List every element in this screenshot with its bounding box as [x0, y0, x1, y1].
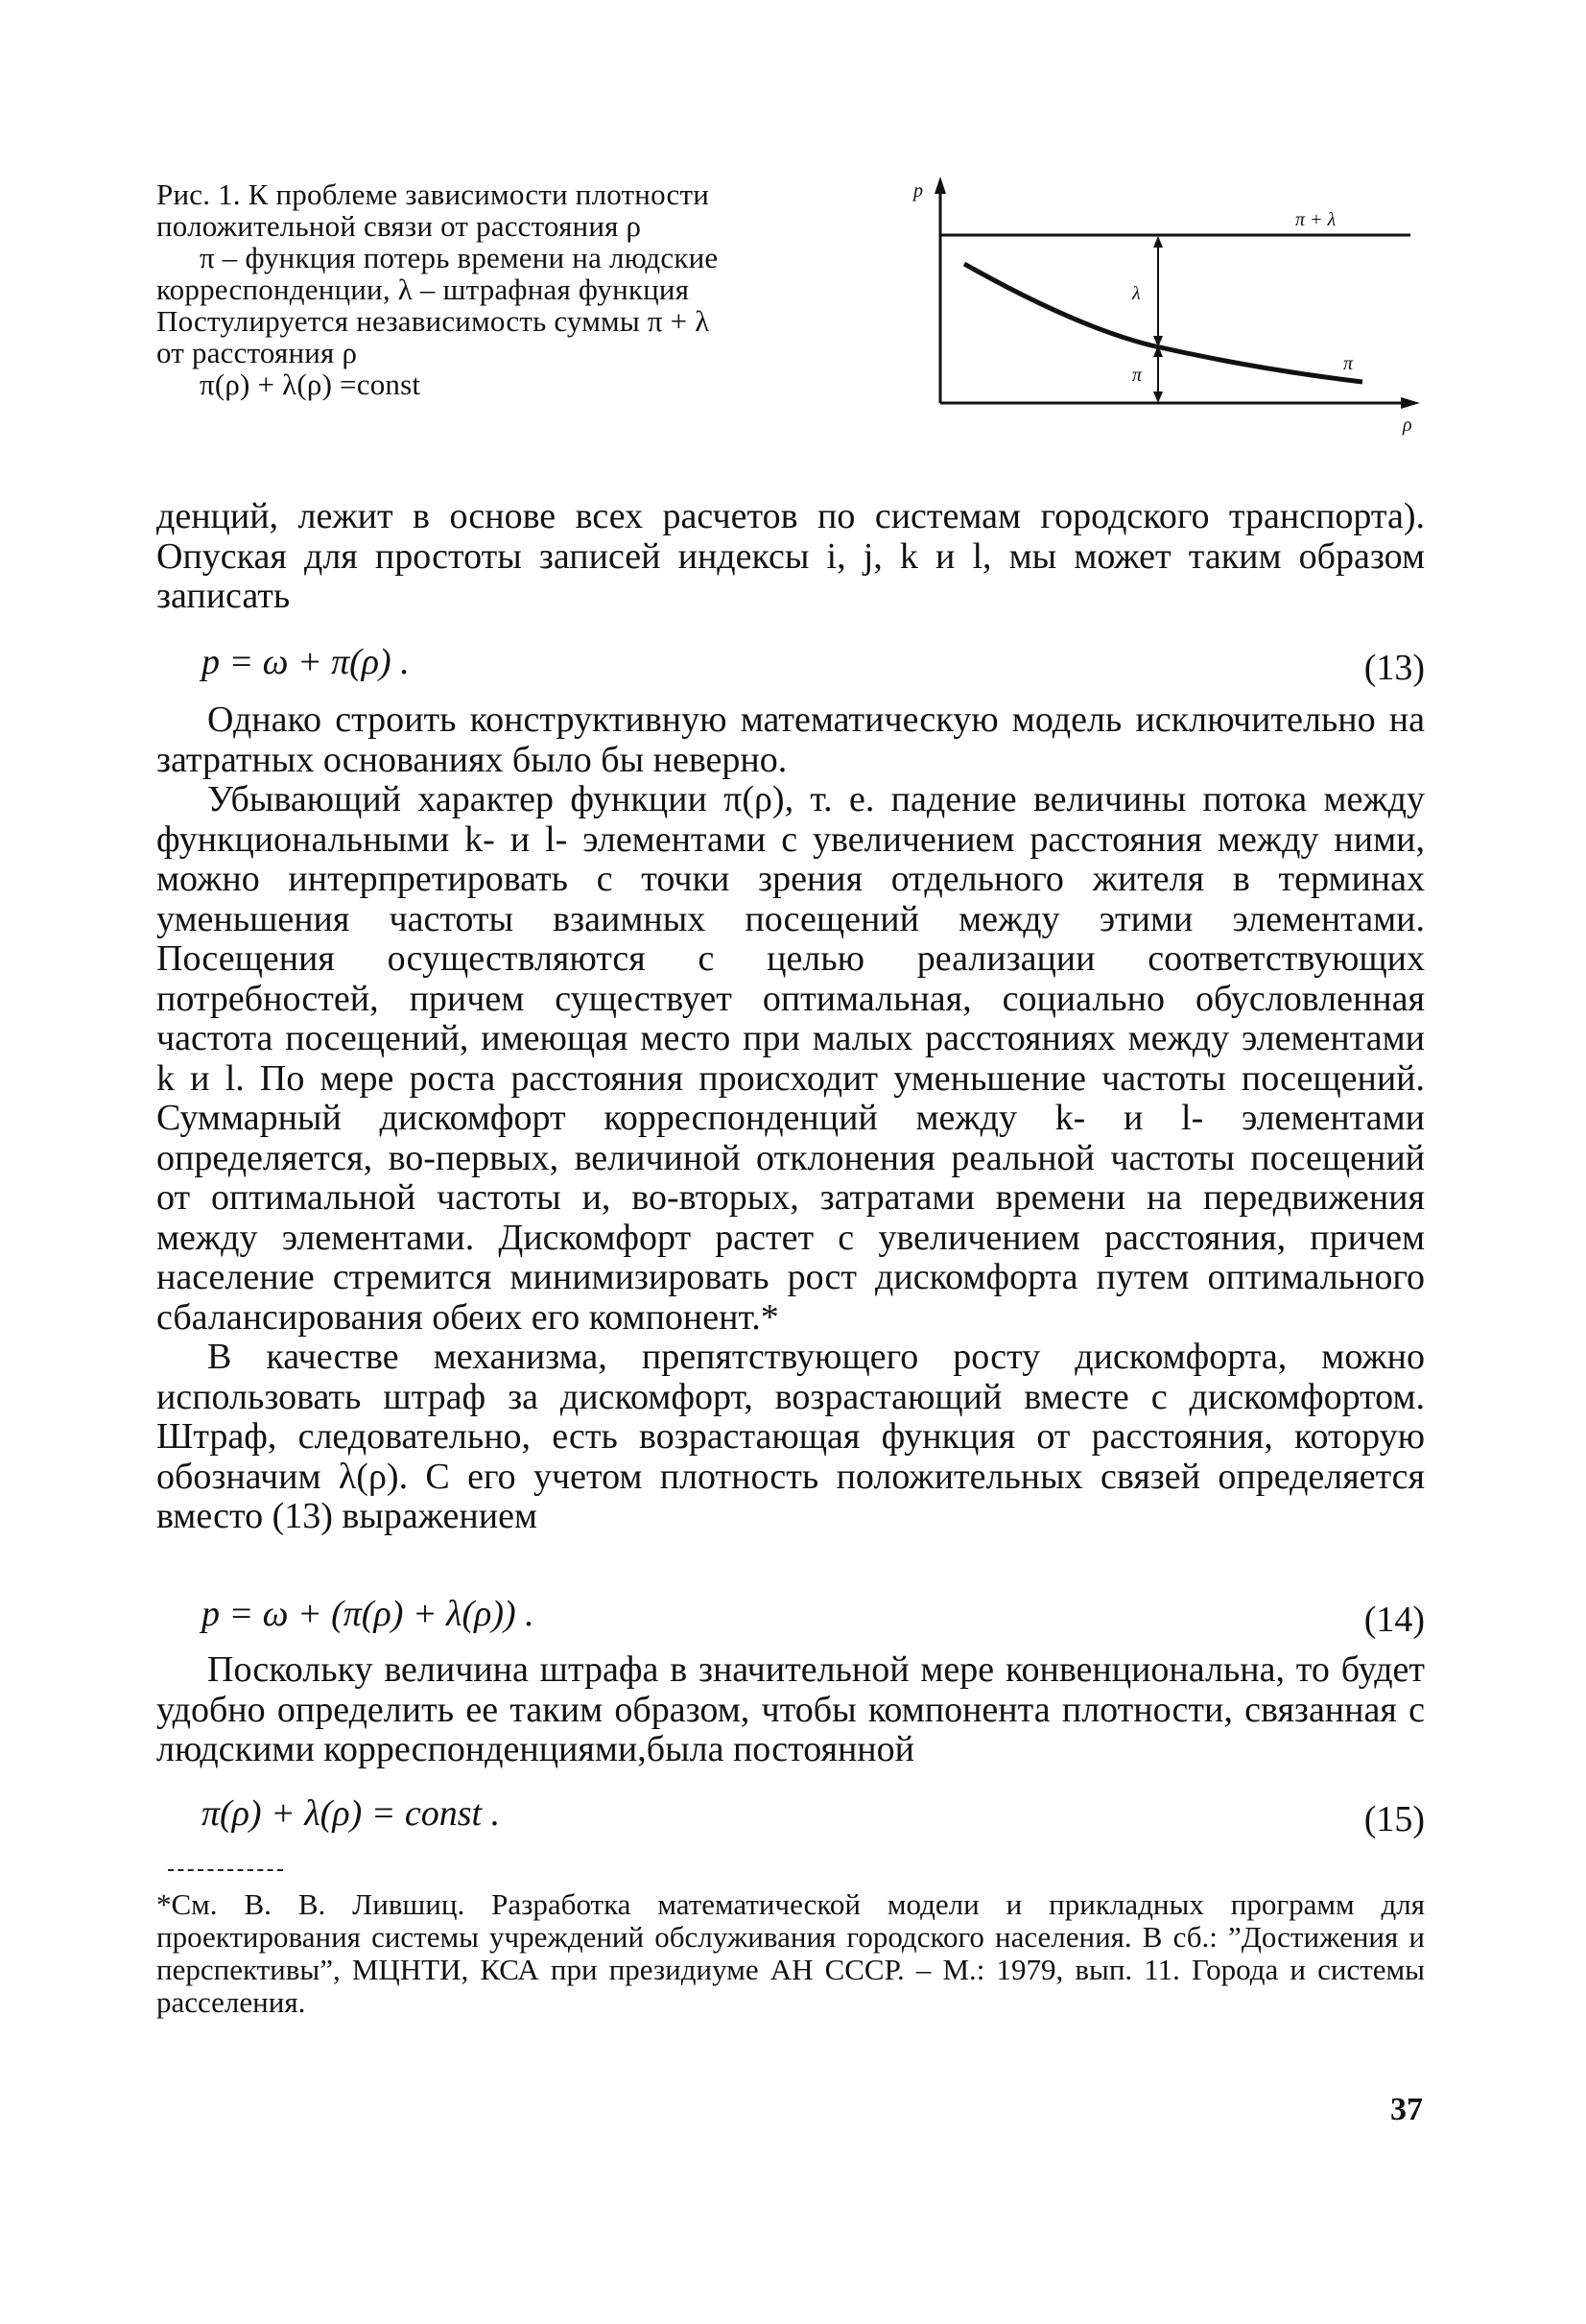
text-middle [156, 700, 1425, 1537]
formula-number: (14) [1363, 1600, 1425, 1640]
caption-line: положительной связи от расстояния ρ [156, 209, 642, 243]
caption-line: Постулируется независимость суммы π + λ [156, 304, 710, 338]
formula-15 [201, 1792, 1425, 1837]
caption-line: корреспонденции, λ – штрафная функция [156, 273, 690, 306]
formula-expression: p = ω + π(ρ) . [201, 642, 410, 682]
paragraph: Однако строить конструктивную математическую модель исключительно на затратных основаниях было бы неверно. [156, 700, 1425, 780]
curve-label: π [1343, 353, 1354, 374]
arrow-up-lambda [1153, 236, 1163, 248]
y-axis-arrow [935, 177, 946, 194]
paragraph: Убывающий характер функции π(ρ), т. е. падение величины потока между функциональными k- и l- элементами с увеличением расстояния между ними, можно интерпретировать с точки зрения отдельного жителя в терминах уменьшения частоты взаимных посещений между этими элементами. Посещения осуществляются с целью реализации соответствующих потребностей, причем существует оптимальная, социально обусловленная частота посещений, имеющая место при малых расстояниях между элементами k и l. По мере роста расстояния происходит уменьшение частоты посещений. Суммарный дискомфорт корреспонденций между k- и l- элементами определяется, во-первых, величиной отклонения реальной частоты посещений от оптимальной частоты и, во-вторых, затратами времени на передвижения между элементами. Дискомфорт растет с увеличением расстояния, причем население стремится минимизировать рост дискомфорта путем оптимального сбалансирования обеих его компонент.* [156, 779, 1425, 1338]
lower-segment-label: π [1132, 365, 1143, 386]
pi-curve [964, 264, 1362, 382]
caption-line: Рис. 1. К проблеме зависимости плотности [156, 178, 710, 211]
figure-diagram [892, 173, 1430, 441]
text-bottom [156, 1650, 1425, 1770]
y-axis-label: p [913, 180, 923, 202]
text-top [156, 497, 1425, 617]
paragraph: Поскольку величина штрафа в значительной мере конвенциональна, то будет удобно определить ее таким образом, чтобы компонента плотности, связанная с людскими корреспонденциями,была постоянной [156, 1649, 1425, 1769]
formula-expression: π(ρ) + λ(ρ) = const . [201, 1793, 501, 1834]
upper-line-label: π + λ [1295, 209, 1337, 230]
caption-line: π – функция потерь времени на людские [200, 241, 719, 274]
arrow-down-pi [1153, 391, 1163, 403]
formula-number: (15) [1363, 1799, 1425, 1839]
paragraph: В качестве механизма, препятствующего росту дискомфорта, можно использовать штраф за дискомфорт, возрастающий вместе с дискомфортом. Штраф, следовательно, есть возрастающая функция от расстояния, которую обозначим λ(ρ). С его учетом плотность положительных связей определяется вместо (13) выражением [156, 1337, 1425, 1536]
formula-expression: p = ω + (π(ρ) + λ(ρ)) . [201, 1594, 534, 1634]
gap-label: λ [1132, 283, 1141, 304]
caption-line: от расстояния ρ [156, 336, 358, 369]
formula-number: (13) [1363, 648, 1425, 688]
x-axis-label: ρ [1403, 415, 1412, 436]
formula-14 [201, 1593, 1425, 1640]
diagram-svg [892, 173, 1430, 441]
page-number: 37 [1390, 2092, 1423, 2127]
footnote: *См. В. В. Лившиц. Разработка математической модели и прикладных программ для проектирования системы учреждений обслуживания городского населения. В сб.: ”Достижения и перспективы”, МЦНТИ, КСА при президиуме АН СССР. – М.: 1979, вып. 11. Города и системы расселения. [156, 1887, 1425, 2019]
figure-caption [156, 178, 857, 400]
caption-line: π(ρ) + λ(ρ) =const [200, 368, 421, 401]
formula-13 [201, 641, 1425, 688]
paragraph: денций, лежит в основе всех расчетов по системам городского транспорта). Опуская для простоты записей индексы i, j, k и l, мы может таким образом записать [156, 496, 1425, 616]
x-axis-arrow [1401, 397, 1420, 409]
footnote-divider [168, 1869, 283, 1871]
